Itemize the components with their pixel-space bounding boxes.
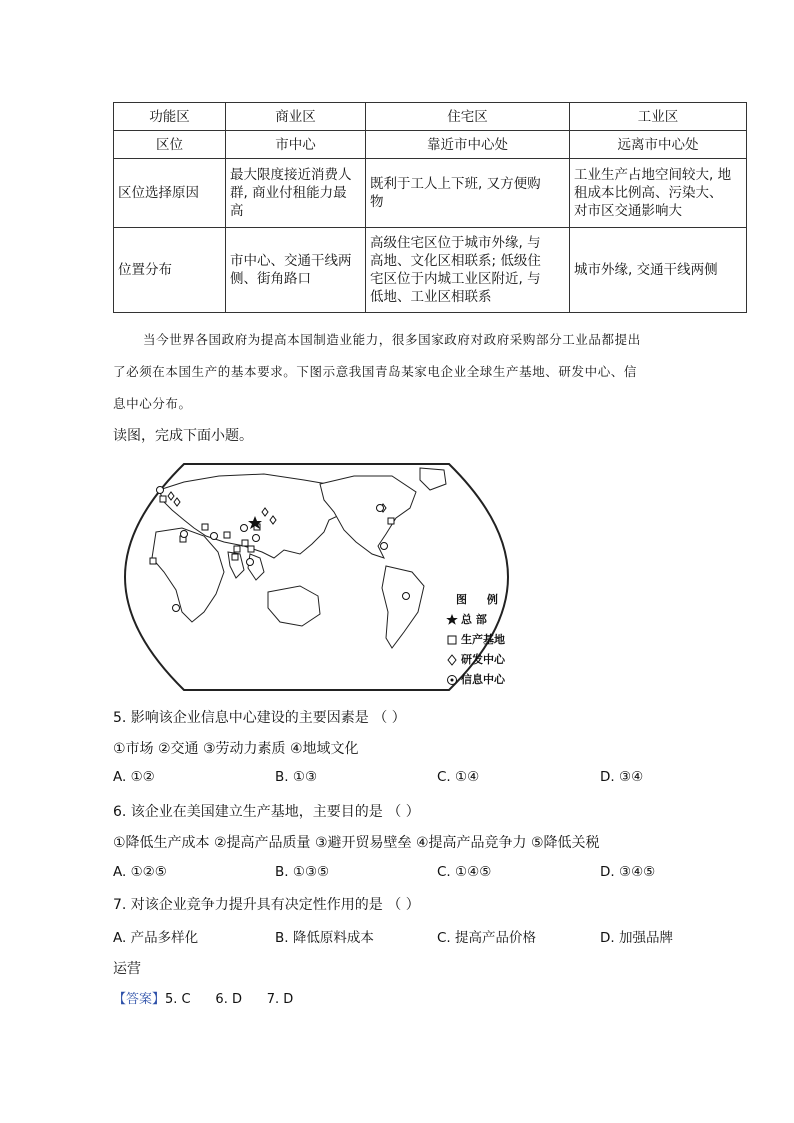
legend-label: 总 部 bbox=[461, 613, 487, 626]
diamond-icon bbox=[446, 654, 458, 666]
question-6-items: ①降低生产成本 ②提高产品质量 ③避开贸易壁垒 ④提高产品竞争力 ⑤降低关税 bbox=[113, 835, 600, 851]
production-base-marker bbox=[242, 540, 248, 546]
option-b[interactable]: B. ①③ bbox=[275, 769, 318, 785]
cell-line: 群, 商业付租能力最 bbox=[230, 185, 347, 201]
table-cell: 区位 bbox=[114, 131, 226, 159]
option-a[interactable]: A. ①② bbox=[113, 769, 155, 785]
answer-values: 5. C 6. D 7. D bbox=[165, 992, 294, 1007]
production-base-marker bbox=[160, 496, 166, 502]
legend-label: 研发中心 bbox=[461, 653, 505, 666]
table-cell: 工业区 bbox=[570, 103, 747, 131]
production-base-marker bbox=[248, 546, 254, 552]
instruction-text: 读图，完成下面小题。 bbox=[113, 428, 253, 444]
production-base-marker bbox=[224, 532, 230, 538]
option-d[interactable]: D. ③④ bbox=[600, 769, 644, 785]
cell-line: 低地、工业区相联系 bbox=[370, 289, 492, 305]
cell-line: 高级住宅区位于城市外缘, 与 bbox=[370, 235, 541, 251]
table-cell bbox=[570, 159, 747, 228]
circle-icon bbox=[446, 674, 458, 686]
legend-item bbox=[446, 670, 506, 690]
cell-line: 既利于工人上下班, 又方便购 bbox=[370, 176, 541, 192]
cell-line: 工业生产占地空间较大, 地 bbox=[574, 167, 732, 183]
info-center-marker bbox=[377, 505, 384, 512]
table-cell bbox=[226, 228, 366, 313]
info-center-marker bbox=[253, 535, 260, 542]
question-6-stem: 6. 该企业在美国建立生产基地，主要目的是 （ ） bbox=[113, 804, 420, 820]
info-center-marker bbox=[181, 531, 188, 538]
table-cell: 商业区 bbox=[226, 103, 366, 131]
answer-tag: 【答案】 bbox=[113, 992, 166, 1007]
option-d[interactable]: D. 加强品牌 bbox=[600, 930, 673, 946]
legend-title: 图 例 bbox=[456, 593, 506, 606]
intro-line: 了必须在本国生产的基本要求。下图示意我国青岛某家电企业全球生产基地、研发中心、信 bbox=[113, 364, 638, 379]
intro-line: 息中心分布。 bbox=[113, 396, 192, 411]
production-base-marker bbox=[388, 518, 394, 524]
table-row-location bbox=[114, 131, 747, 159]
cell-line: 高 bbox=[230, 203, 244, 219]
table-cell: 住宅区 bbox=[366, 103, 570, 131]
table-row-reason bbox=[114, 159, 747, 228]
legend-item bbox=[446, 610, 506, 630]
question-5-stem: 5. 影响该企业信息中心建设的主要因素是 （ ） bbox=[113, 710, 406, 726]
production-base-marker bbox=[202, 524, 208, 530]
table-cell: 区位选择原因 bbox=[114, 159, 226, 228]
info-center-marker bbox=[241, 525, 248, 532]
table-cell bbox=[570, 228, 747, 313]
cell-line: 侧、街角路口 bbox=[230, 271, 311, 287]
intro-paragraph bbox=[113, 330, 753, 426]
functional-zone-table bbox=[113, 102, 747, 313]
table-cell bbox=[366, 228, 570, 313]
info-center-marker bbox=[157, 487, 164, 494]
question-5-items: ①市场 ②交通 ③劳动力素质 ④地域文化 bbox=[113, 741, 359, 757]
cell-line: 高地、文化区相联系; 低级住 bbox=[370, 253, 541, 269]
answer-line bbox=[113, 988, 293, 1007]
table-cell: 功能区 bbox=[114, 103, 226, 131]
question-7-stem: 7. 对该企业竞争力提升具有决定性作用的是 （ ） bbox=[113, 897, 420, 913]
info-center-marker bbox=[403, 593, 410, 600]
legend-item bbox=[446, 630, 506, 650]
cell-line: 对市区交通影响大 bbox=[574, 203, 682, 219]
table-cell: 靠近市中心处 bbox=[366, 131, 570, 159]
table-cell: 远离市中心处 bbox=[570, 131, 747, 159]
option-c[interactable]: C. ①④⑤ bbox=[437, 864, 492, 880]
legend-label: 信息中心 bbox=[461, 673, 505, 686]
table-cell bbox=[226, 159, 366, 228]
legend-item bbox=[446, 650, 506, 670]
cell-line: 市中心、交通干线两 bbox=[230, 253, 352, 269]
option-a[interactable]: A. ①②⑤ bbox=[113, 864, 167, 880]
option-b[interactable]: B. 降低原料成本 bbox=[275, 930, 374, 946]
cell-line: 租成本比例高、污染大、 bbox=[574, 185, 723, 201]
square-icon bbox=[446, 634, 458, 646]
info-center-marker bbox=[247, 559, 254, 566]
cell-line: 宅区位于内城工业区附近, 与 bbox=[370, 271, 541, 287]
cell-line: 城市外缘, 交通干线两侧 bbox=[574, 262, 718, 278]
map-legend bbox=[446, 590, 506, 690]
table-header-row bbox=[114, 103, 747, 131]
table-row-distribution bbox=[114, 228, 747, 313]
info-center-marker bbox=[211, 533, 218, 540]
legend-label: 生产基地 bbox=[461, 633, 505, 646]
info-center-marker bbox=[381, 543, 388, 550]
production-base-marker bbox=[150, 558, 156, 564]
option-b[interactable]: B. ①③⑤ bbox=[275, 864, 330, 880]
option-d[interactable]: D. ③④⑤ bbox=[600, 864, 656, 880]
intro-line: 当今世界各国政府为提高本国制造业能力，很多国家政府对政府采购部分工业品都提出 bbox=[143, 332, 641, 347]
info-center-marker bbox=[173, 605, 180, 612]
option-c[interactable]: C. 提高产品价格 bbox=[437, 930, 537, 946]
cell-line: 最大限度接近消费人 bbox=[230, 167, 352, 183]
star-icon bbox=[446, 614, 458, 626]
table-cell bbox=[366, 159, 570, 228]
production-base-marker bbox=[232, 554, 238, 560]
option-a[interactable]: A. 产品多样化 bbox=[113, 930, 199, 946]
table-cell: 市中心 bbox=[226, 131, 366, 159]
cell-line: 物 bbox=[370, 194, 384, 210]
production-base-marker bbox=[234, 546, 240, 552]
table-cell: 位置分布 bbox=[114, 228, 226, 313]
option-c[interactable]: C. ①④ bbox=[437, 769, 480, 785]
option-d-continuation: 运营 bbox=[113, 961, 141, 977]
